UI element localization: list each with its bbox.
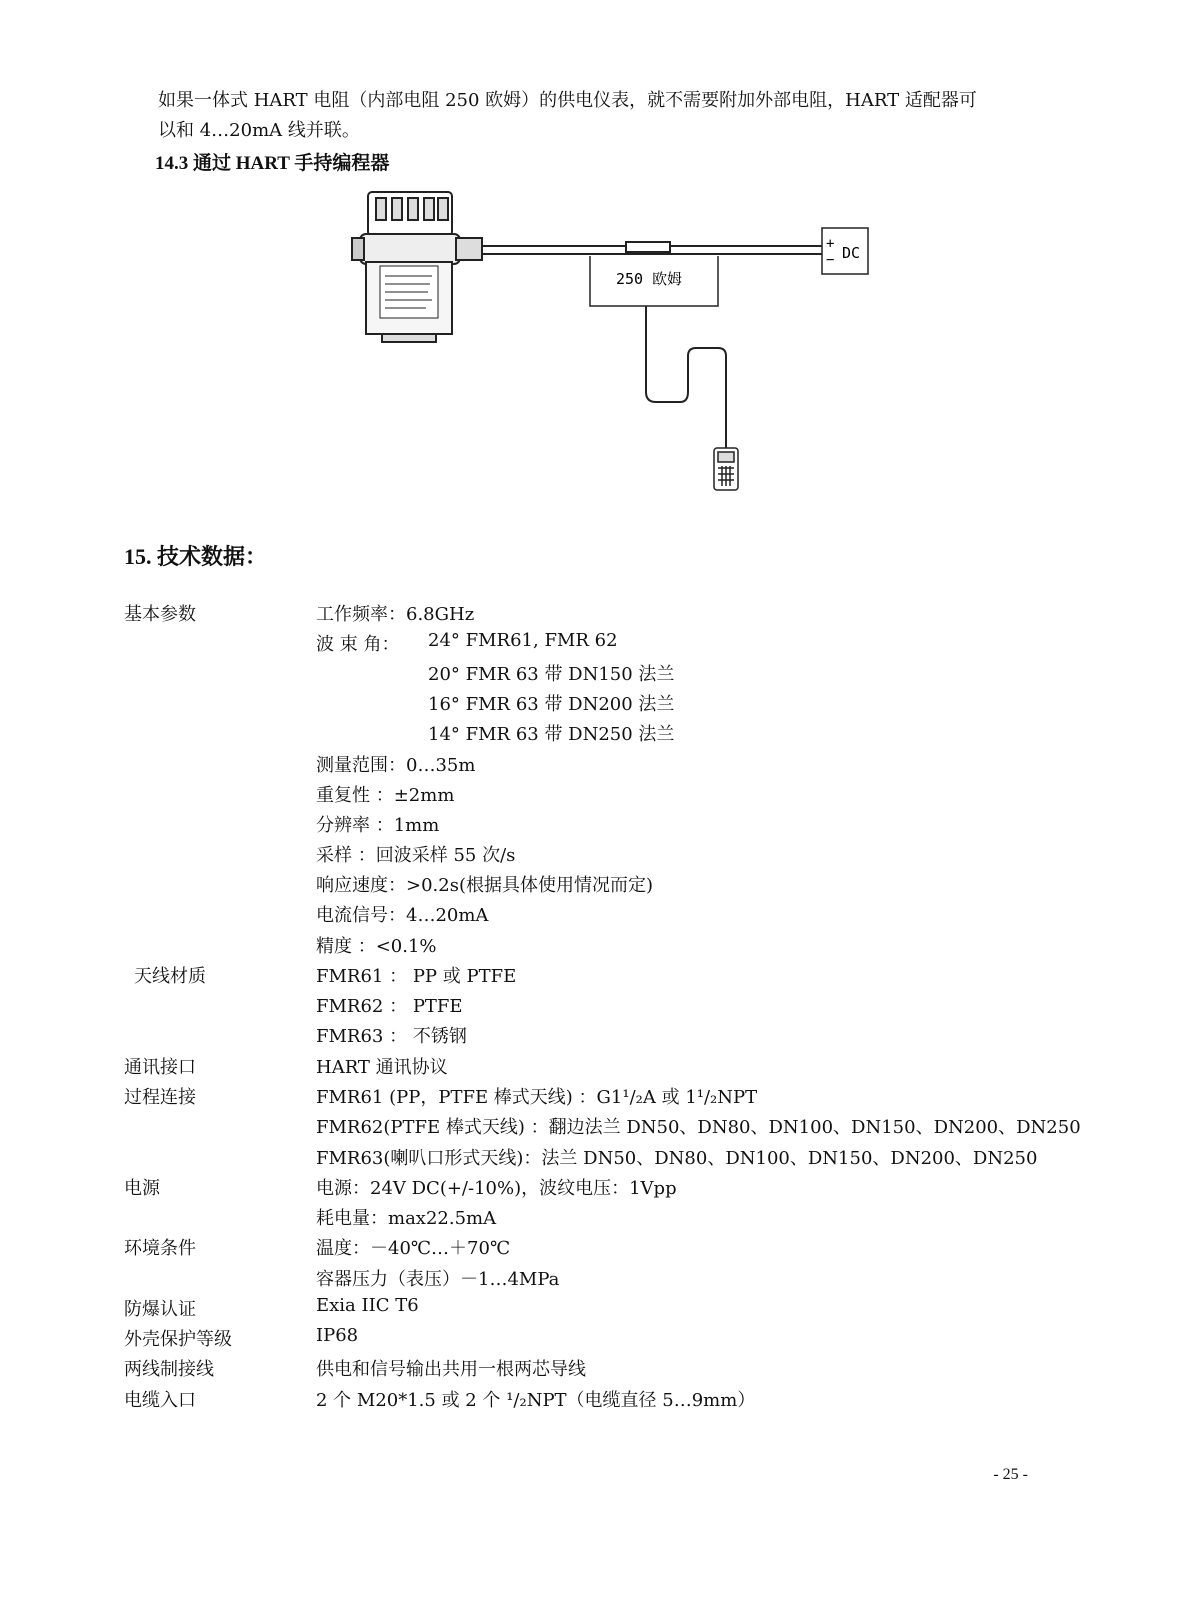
spec-beam-1: 24° FMR61, FMR 62: [428, 630, 618, 651]
label-ip: 外壳保护等级: [124, 1329, 232, 1350]
resistor-symbol: [626, 242, 670, 252]
label-antenna: 天线材质: [134, 966, 206, 987]
spec-antenna-3: FMR63 ： 不锈钢: [316, 1026, 467, 1047]
intro-line-1: 如果一体式 HART 电阻（内部电阻 250 欧姆）的供电仪表，就不需要附加外部电阻，HART 适配器可: [158, 90, 977, 111]
intro-line-2: 以和 4…20mA 线并联。: [158, 120, 360, 141]
handheld-communicator-icon: [714, 448, 738, 490]
dc-minus: −: [826, 252, 835, 268]
label-power: 电源: [124, 1178, 160, 1199]
page-number: - 25 -: [993, 1466, 1028, 1483]
label-process: 过程连接: [124, 1087, 196, 1108]
spec-accuracy: 精度 ：<0.1%: [316, 936, 437, 957]
spec-antenna-2: FMR62 ： PTFE: [316, 996, 463, 1017]
spec-process-2: FMR62(PTFE 棒式天线) ：翻边法兰 DN50、DN80、DN100、DN150、DN200、DN250: [316, 1117, 1081, 1138]
spec-beam-3: 16° FMR 63 带 DN200 法兰: [428, 694, 675, 715]
label-twowire: 两线制接线: [124, 1359, 214, 1380]
spec-current: 电流信号：4…20mA: [316, 905, 489, 926]
spec-process-3: FMR63(喇叭口形式天线)：法兰 DN50、DN80、DN100、DN150、DN200、DN250: [316, 1148, 1038, 1169]
spec-beam-label: 波 束 角：: [316, 634, 400, 655]
spec-repeatability: 重复性 ：±2mm: [316, 785, 455, 806]
spec-sampling: 采样 ：回波采样 55 次/s: [316, 845, 516, 866]
spec-ip: IP68: [316, 1325, 359, 1346]
label-comm: 通讯接口: [124, 1057, 196, 1078]
section-14-3-title: 14.3 通过 HART 手持编程器: [155, 153, 390, 174]
dc-plus: +: [826, 236, 835, 252]
transmitter-device: [352, 192, 482, 342]
handheld-cable: [646, 306, 726, 450]
spec-beam-2: 20° FMR 63 带 DN150 法兰: [428, 664, 675, 685]
spec-power-1: 电源：24V DC(+/-10%)，波纹电压：1Vpp: [316, 1178, 677, 1199]
dc-label: DC: [842, 244, 861, 262]
spec-range: 测量范围：0…35m: [316, 755, 476, 776]
section-15-title: 15. 技术数据：: [124, 544, 268, 569]
hart-wiring-diagram: [0, 180, 1178, 540]
spec-comm: HART 通讯协议: [316, 1057, 448, 1078]
spec-resolution: 分辨率 ：1mm: [316, 815, 440, 836]
spec-antenna-1: FMR61 ： PP 或 PTFE: [316, 966, 517, 987]
spec-frequency: 工作频率：6.8GHz: [316, 604, 475, 625]
spec-response: 响应速度：>0.2s(根据具体使用情况而定): [316, 875, 653, 896]
spec-beam-4: 14° FMR 63 带 DN250 法兰: [428, 724, 675, 745]
label-basic: 基本参数: [124, 604, 196, 625]
spec-env-1: 温度：－40℃…＋70℃: [316, 1238, 511, 1259]
spec-explosion: Exia IIC T6: [316, 1295, 419, 1316]
spec-twowire: 供电和信号输出共用一根两芯导线: [316, 1359, 586, 1380]
label-explosion: 防爆认证: [124, 1299, 196, 1320]
label-cable: 电缆入口: [124, 1390, 196, 1411]
label-env: 环境条件: [124, 1238, 196, 1259]
spec-env-2: 容器压力（表压）－1…4MPa: [316, 1269, 560, 1290]
resistor-label: 250 欧姆: [616, 270, 683, 288]
spec-power-2: 耗电量：max22.5mA: [316, 1208, 497, 1229]
spec-cable: 2 个 M20*1.5 或 2 个 ¹/₂NPT（电缆直径 5…9mm）: [316, 1390, 756, 1411]
spec-process-1: FMR61 (PP，PTFE 棒式天线) ：G1¹/₂A 或 1¹/₂NPT: [316, 1087, 758, 1108]
